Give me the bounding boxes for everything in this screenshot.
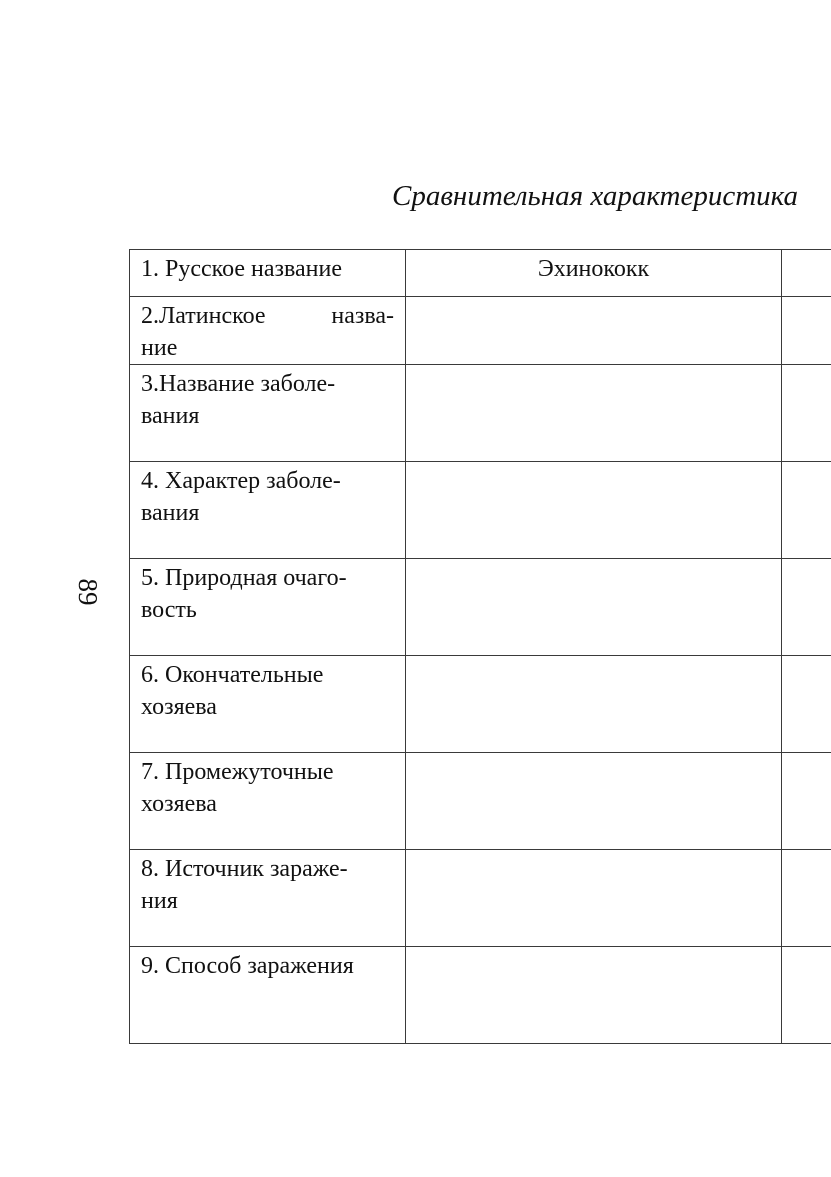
row-label-line2: ния xyxy=(141,888,178,914)
row-label-line2: хозяева xyxy=(141,791,217,817)
table-row xyxy=(130,656,831,753)
table-cell-echinococcus[interactable] xyxy=(406,462,782,559)
table-row xyxy=(130,462,831,559)
row-label xyxy=(130,656,406,753)
row-label-word: назва- xyxy=(331,303,394,329)
table-cell-second[interactable] xyxy=(782,297,831,365)
row-label-line2: хозяева xyxy=(141,694,217,720)
row-label xyxy=(130,947,406,1044)
table-cell-second[interactable] xyxy=(782,850,831,947)
row-label xyxy=(130,365,406,462)
table-cell-echinococcus[interactable] xyxy=(406,753,782,850)
row-label-line2: вания xyxy=(141,500,200,526)
column-header-echinococcus: Эхинококк xyxy=(406,250,782,297)
table-cell-echinococcus[interactable] xyxy=(406,365,782,462)
row-label-line1: 3.Название заболе- xyxy=(141,371,336,397)
column-header-second xyxy=(782,250,831,297)
table-row xyxy=(130,559,831,656)
page-title: Сравнительная характеристика xyxy=(392,180,799,212)
table-cell-second[interactable] xyxy=(782,947,831,1044)
row-label xyxy=(130,850,406,947)
row-label xyxy=(130,753,406,850)
row-label-line2: вость xyxy=(141,597,197,623)
table-cell-echinococcus[interactable] xyxy=(406,656,782,753)
table-cell-second[interactable] xyxy=(782,462,831,559)
table-row xyxy=(130,365,831,462)
row-label-line2: ние xyxy=(141,335,178,361)
table-cell-echinococcus[interactable] xyxy=(406,947,782,1044)
table-row xyxy=(130,297,831,365)
row-label-line2: вания xyxy=(141,403,200,429)
row-label xyxy=(130,297,406,365)
row-label-line1: 9. Способ заражения xyxy=(141,953,354,979)
row-label-line1: 5. Природная очаго- xyxy=(141,565,347,591)
table-cell-second[interactable] xyxy=(782,753,831,850)
row-label-line1: 4. Характер заболе- xyxy=(141,468,341,494)
table-cell-second[interactable] xyxy=(782,656,831,753)
table-cell-second[interactable] xyxy=(782,559,831,656)
table-cell-echinococcus[interactable] xyxy=(406,850,782,947)
row-label-line1: 8. Источник зараже- xyxy=(141,856,348,882)
table-row xyxy=(130,753,831,850)
row-label-line1 xyxy=(141,300,394,332)
table-row xyxy=(130,947,831,1044)
table-row xyxy=(130,850,831,947)
row-label-line1: 7. Промежуточные xyxy=(141,759,334,785)
comparison-table xyxy=(129,249,831,1044)
table-row-header xyxy=(130,250,831,297)
row-label: 1. Русское название xyxy=(130,250,406,297)
row-label xyxy=(130,462,406,559)
page-number: 89 xyxy=(73,578,103,606)
row-label-line1: 6. Окончательные xyxy=(141,662,324,688)
table-cell-second[interactable] xyxy=(782,365,831,462)
row-label-word: 2.Латинское xyxy=(141,303,266,329)
table-cell-echinococcus[interactable] xyxy=(406,559,782,656)
row-label xyxy=(130,559,406,656)
table-cell-echinococcus[interactable] xyxy=(406,297,782,365)
